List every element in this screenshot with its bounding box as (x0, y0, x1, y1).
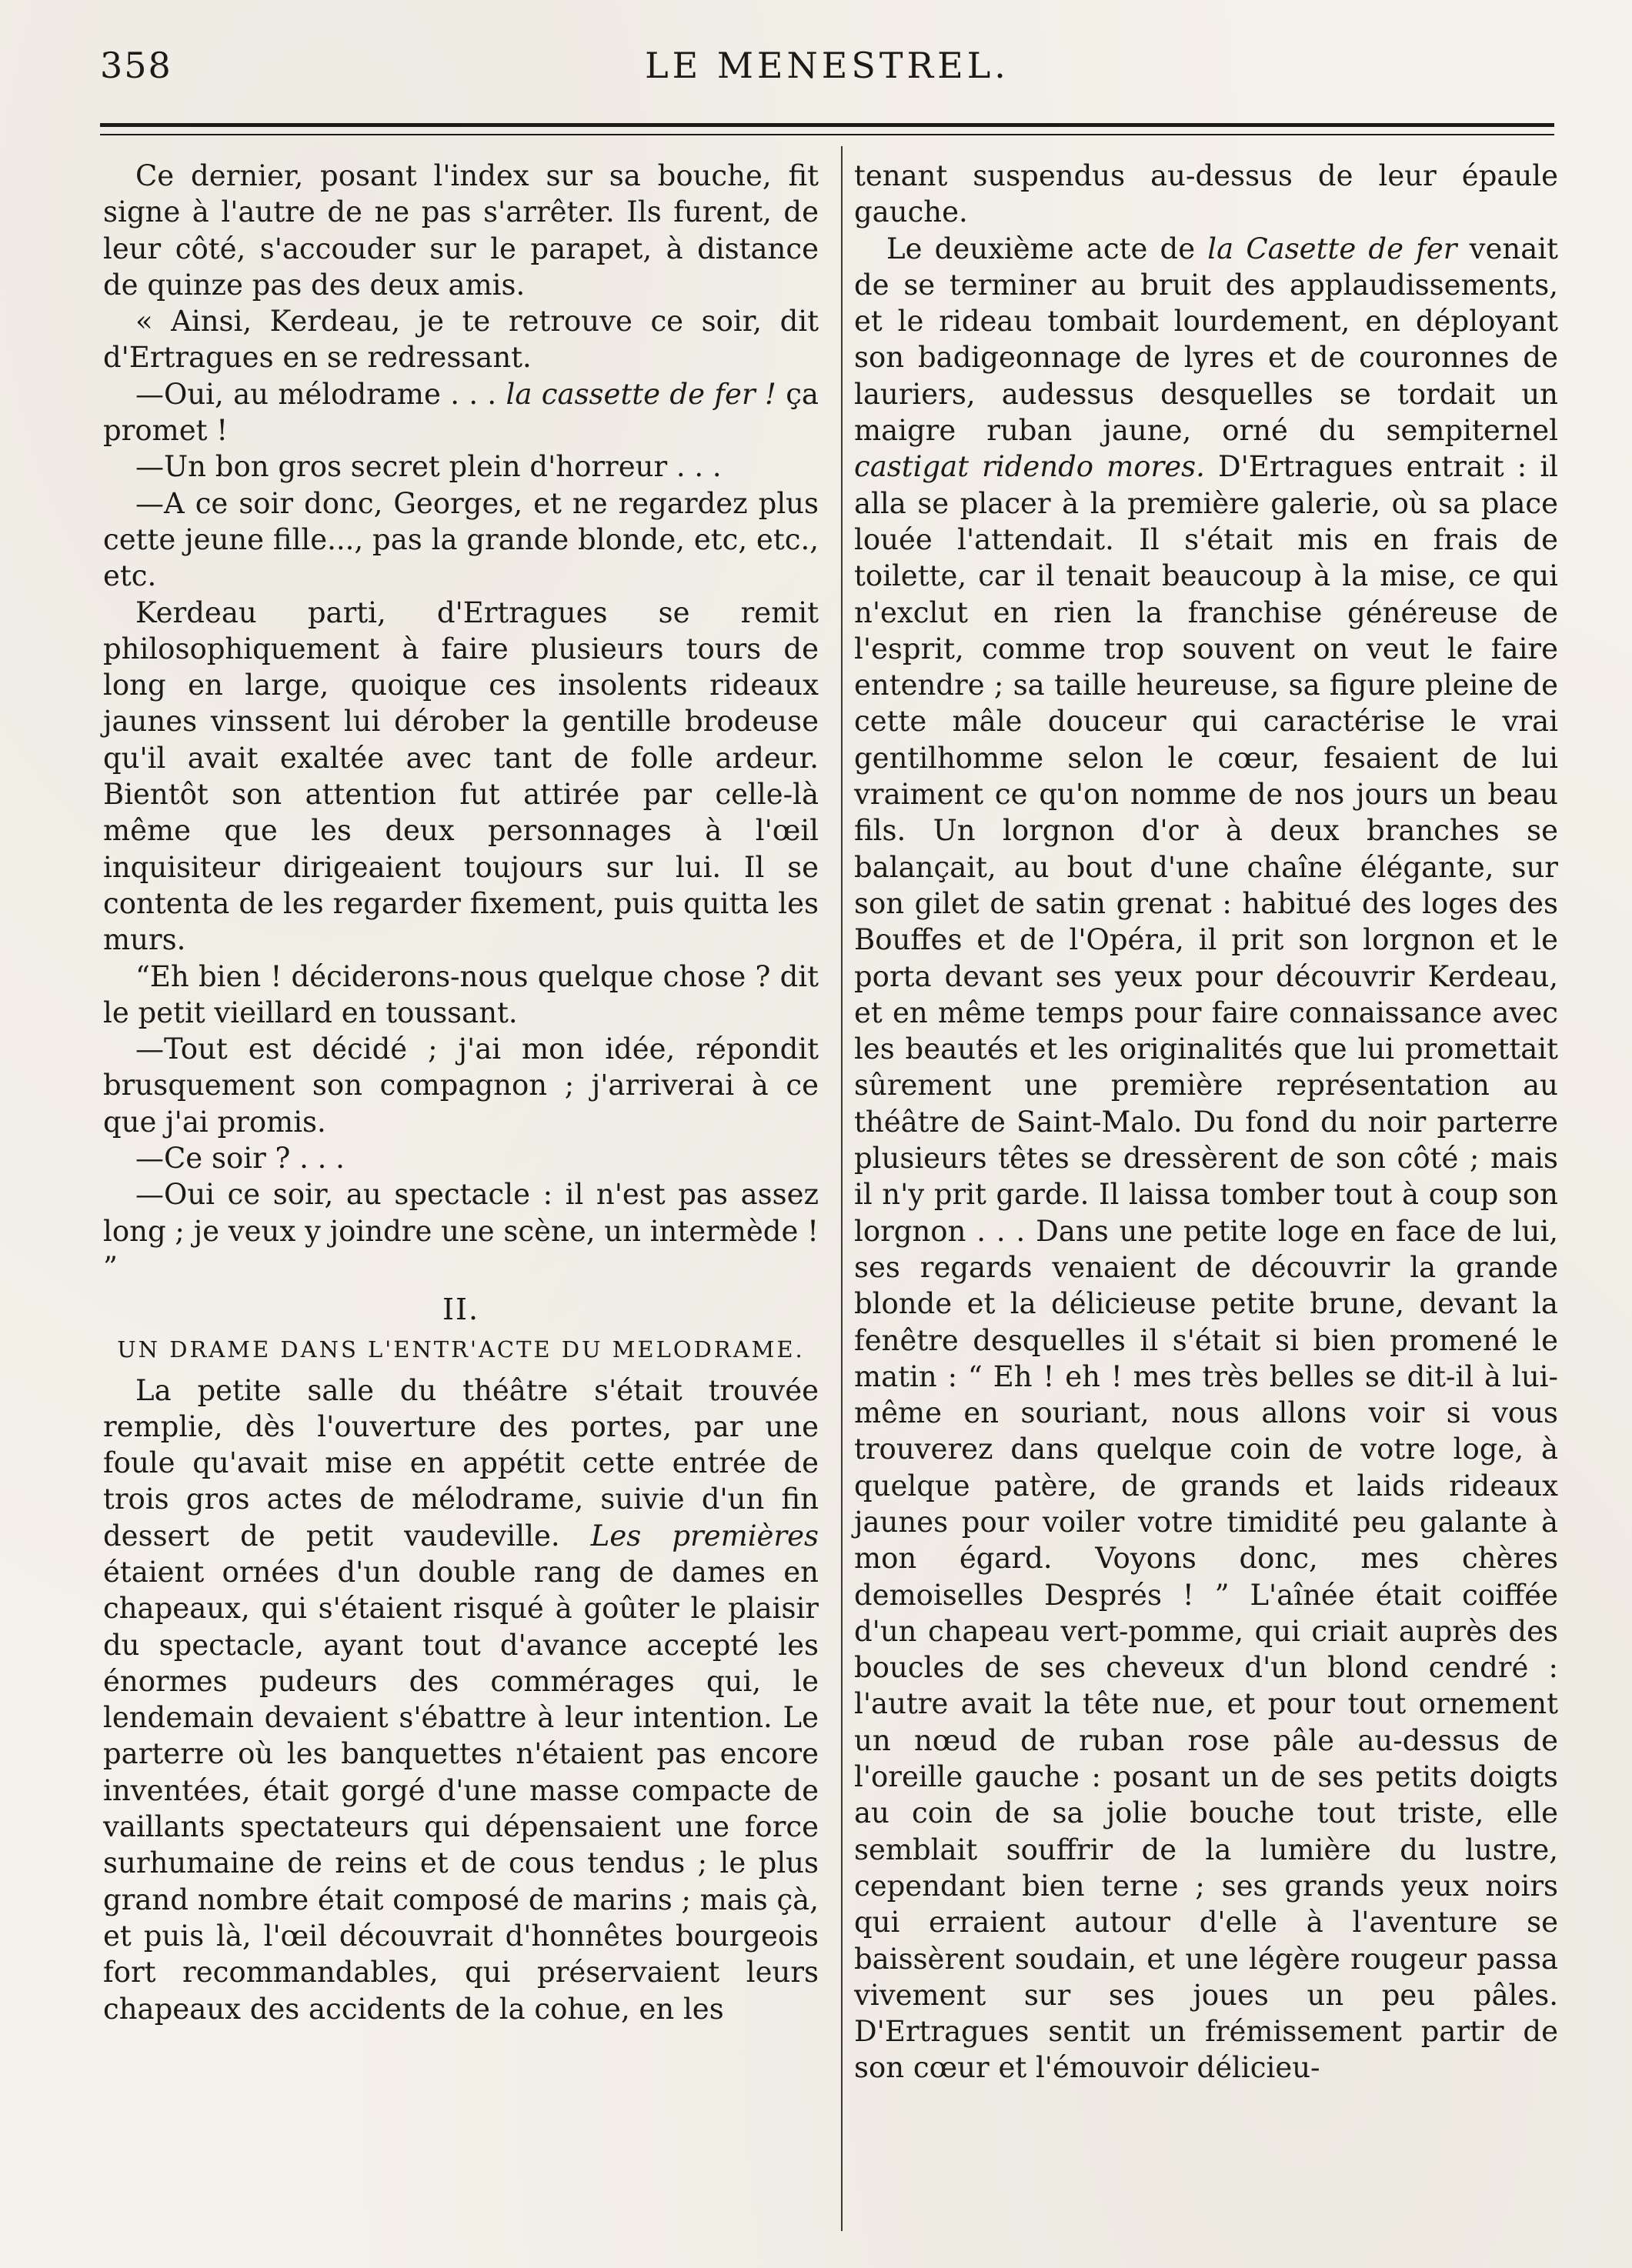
paragraph: —Tout est décidé ; j'ai mon idée, répondit brusquement son compagnon ; j'arriverai à ce que j'ai promis. (103, 1032, 819, 1139)
text-run: venait de se terminer au bruit des applaudissements, et le rideau tombait lourdement, en déployant son badigeonnage de lyres et de couronnes de lauriers, audessus desquelles se tordait un maigre ruban jaune, orné du sempiternel (854, 232, 1558, 448)
column-divider (841, 146, 843, 2231)
text-run: ça promet ! (103, 377, 819, 448)
italic-phrase: Les premières (590, 1519, 819, 1553)
journal-title: LE MENESTREL. (645, 45, 1010, 86)
paragraph (103, 376, 819, 449)
text-run: La petite salle du théâtre s'était trouvée remplie, dès l'ouverture des portes, par une foule qu'avait mise en appétit cette entrée de trois gros actes de mélodrame, suivie d'un fin dessert de petit vaudeville. (103, 1373, 819, 1553)
left-column (103, 158, 819, 2027)
paragraph: Ce dernier, posant l'index sur sa bouche, fit signe à l'autre de ne pas s'arrêter. Ils furent, de leur côté, s'accouder sur le parapet, à distance de quinze pas des deux amis. (103, 159, 819, 302)
paragraph (854, 231, 1558, 2086)
page-number: 358 (100, 45, 172, 86)
text-run: Le deuxième acte de (886, 232, 1208, 265)
paragraph (103, 1372, 819, 2027)
paragraph: “Eh bien ! déciderons-nous quelque chose ? dit le petit vieillard en toussant. (103, 959, 819, 1029)
header-rule-thin (100, 134, 1554, 135)
text-run: —Oui, au mélodrame . . . (135, 377, 506, 411)
paragraph: tenant suspendus au-dessus de leur épaule gauche. (854, 159, 1558, 229)
right-column (854, 158, 1558, 2086)
paragraph: Kerdeau parti, d'Ertragues se remit philosophiquement à faire plusieurs tours de long en large, quoique ces insolents rideaux jaunes vinssent lui dérober la gentille brodeuse qu'il avait exaltée avec tant de folle ardeur. Bientôt son attention fut attirée par celle-là même que les deux personnages à l'œil inquisiteur dirigeaient toujours sur lui. Il se contenta de les regarder fixement, puis quitta les murs. (103, 595, 819, 957)
italic-title: la cassette de fer ! (506, 377, 776, 411)
header-rule-thick (100, 123, 1554, 127)
italic-title: la Casette de fer (1207, 232, 1457, 265)
text-run: D'Ertragues entrait : il alla se placer à la première galerie, où sa place louée l'attendait. Il s'était mis en frais de toilette, car il tenait beaucoup à la mise, ce qui n'exclut en rien la franchise généreuse de l'esprit, comme trop souvent on veut le faire entendre ; sa taille heureuse, sa figure pleine de cette mâle douceur qui caractérise le vrai gentilhomme selon le cœur, fesaient de lui vraiment ce qu'on nomme de nos jours un beau fils. Un lorgnon d'or à deux branches se balançait, au bout d'une chaîne élégante, sur son gilet de satin grenat : habitué des loges des Bouffes et de l'Opéra, il prit son lorgnon et le porta devant ses yeux pour découvrir Kerdeau, et en même temps pour faire connaissance avec les beautés et les originalités que lui promettait sûrement une première représentation au théâtre de Saint-Malo. Du fond du noir parterre plusieurs têtes se dressèrent de son côté ; mais il n'y prit garde. Il laissa tomber tout à coup son lorgnon . . . Dans une petite loge en face de lui, ses regards venaient de découvrir la grande blonde et la délicieuse petite brune, devant la fenêtre desquelles il s'était si bien promené le matin : “ Eh ! eh ! mes très belles se dit-il à lui-même en souriant, nous allons voir si vous trouverez dans quelque coin de votre loge, à quelque patère, de grands et laids rideaux jaunes pour voiler votre timidité peu galante à mon égard. Voyons donc, mes chères demoiselles Després ! ” L'aînée était coiffée d'un chapeau vert-pomme, qui criait auprès des boucles de ses cheveux d'un blond cendré : l'autre avait la tête nue, et pour tout ornement un nœud de ruban rose pâle au-dessus de l'oreille gauche : posant un de ses petits doigts au coin de sa jolie bouche tout triste, elle semblait souffrir de la lumière du lustre, cependant bien terne ; ses grands yeux noirs qui erraient autour d'elle à l'aventure se baissèrent soudain, et une légère rougeur passa vivement sur ses joues un peu pâles. D'Ertragues sentit un frémissement partir de son cœur et l'émouvoir délicieu- (854, 450, 1558, 2085)
paragraph: —Un bon gros secret plein d'horreur . . . (135, 450, 722, 484)
section-title: UN DRAME DANS L'ENTR'ACTE DU MELODRAME. (117, 1336, 805, 1362)
text-run: étaient ornées d'un double rang de dames en chapeaux, qui s'étaient risqué à goûter le plaisir du spectacle, ayant tout d'avance accepté les énormes pudeurs des commérages qui, le lendemain devaient s'ébattre à leur intention. Le parterre où les banquettes n'étaient pas encore inventées, était gorgé d'une masse compacte de vaillants spectateurs qui dépensaient une force surhumaine de reins et de cous tendus ; le plus grand nombre était composé de marins ; mais çà, et puis là, l'œil découvrait d'honnêtes bourgeois fort recommandables, qui préservaient leurs chapeaux des accidents de la cohue, en les (103, 1555, 819, 2026)
paragraph: —Ce soir ? . . . (135, 1142, 345, 1176)
page-header (100, 45, 1554, 106)
section-number: II. (442, 1292, 480, 1327)
paragraph: —A ce soir donc, Georges, et ne regardez plus cette jeune fille..., pas la grande blonde, etc, etc., etc. (103, 486, 819, 593)
paragraph: —Oui ce soir, au spectacle : il n'est pas assez long ; je veux y joindre une scène, un intermède ! ” (103, 1178, 819, 1284)
italic-phrase: castigat ridendo mores. (854, 450, 1205, 484)
paragraph: « Ainsi, Kerdeau, je te retrouve ce soir, dit d'Ertragues en se redressant. (103, 305, 819, 375)
